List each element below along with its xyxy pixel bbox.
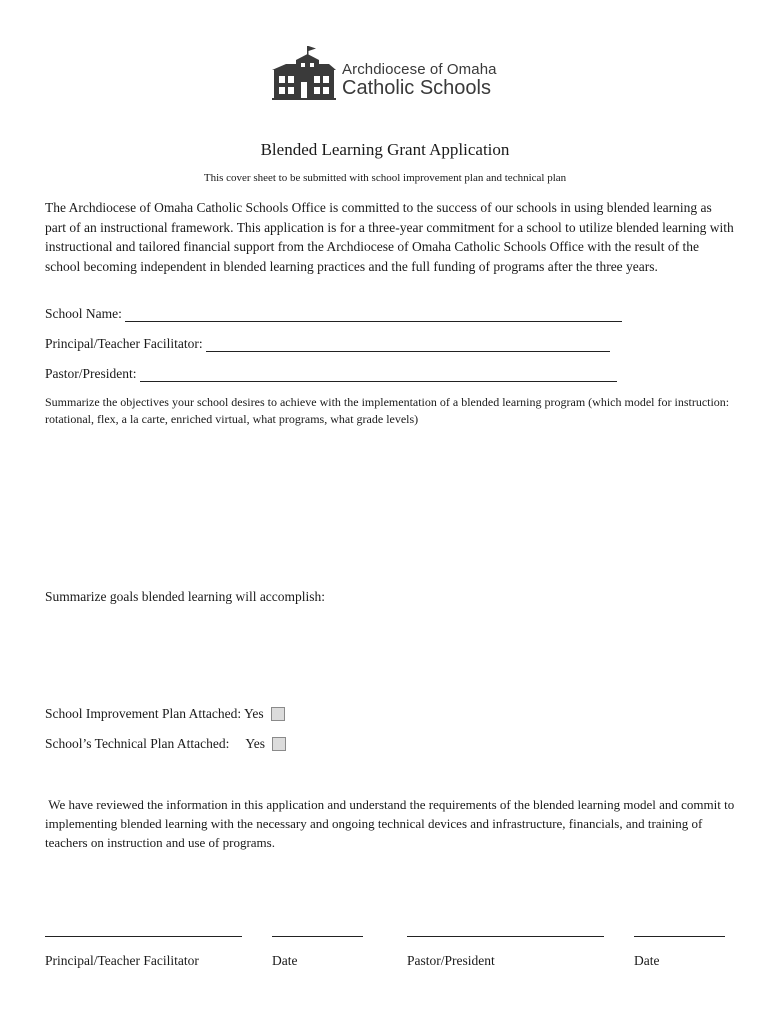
school-name-label: School Name: [45, 306, 122, 321]
improvement-plan-row [45, 706, 285, 722]
date-signature-line-2[interactable] [634, 936, 725, 937]
school-name-field[interactable] [125, 307, 622, 322]
page-title: Blended Learning Grant Application [260, 140, 510, 159]
page-subtitle: This cover sheet to be submitted with school improvement plan and technical plan [203, 172, 567, 184]
principal-label: Principal/Teacher Facilitator: [45, 336, 203, 351]
principal-signature-label: Principal/Teacher Facilitator [45, 953, 199, 968]
technical-plan-label: School’s Technical Plan Attached: [45, 736, 230, 751]
date-signature-line-1[interactable] [272, 936, 363, 937]
archdiocese-logo [270, 44, 510, 102]
objectives-prompt: Summarize the objectives your school desires to achieve with the implementation of a blended learning program (which model for instruction: rotational, flex, a la carte, enriched virtual, what programs, what grade levels) [45, 395, 730, 426]
principal-field[interactable] [206, 337, 610, 352]
pastor-label: Pastor/President: [45, 366, 137, 381]
agreement-statement [45, 795, 735, 852]
logo-line-archdiocese: Archdiocese of Omaha [342, 61, 497, 78]
pastor-signature-label: Pastor/President [407, 953, 495, 968]
principal-signature-line[interactable] [45, 936, 242, 937]
technical-plan-checkbox[interactable] [272, 737, 286, 751]
goals-prompt: Summarize goals blended learning will accomplish: [45, 589, 326, 604]
schoolhouse-icon [270, 44, 338, 102]
intro-paragraph: The Archdiocese of Omaha Catholic Schools Office is committed to the success of our schools in using blended learning as part of an instructional framework. This application is for a three-year commitment for a school to utilize blended learning with instructional and tailored financial support from the Archdiocese of Omaha Catholic Schools Office with the result of the school becoming independent in blended learning practices and the full funding of programs after the three years. [45, 200, 734, 274]
pastor-field[interactable] [140, 367, 617, 382]
agreement-statement-text: We have reviewed the information in this application and understand the requirements of the blended learning model and commit to implementing blended learning with the necessary and ongoing technical devices and infrastructure, financials, and training of teachers on instruction and use of programs. [45, 797, 735, 850]
date-label-2: Date [634, 953, 660, 968]
pastor-signature-line[interactable] [407, 936, 604, 937]
improvement-plan-checkbox[interactable] [271, 707, 285, 721]
improvement-plan-label: School Improvement Plan Attached: Yes [45, 706, 264, 721]
principal-row [45, 336, 610, 352]
school-name-row [45, 306, 622, 322]
pastor-row [45, 366, 617, 382]
technical-plan-row [45, 736, 286, 752]
logo-line-catholic-schools: Catholic Schools [342, 77, 491, 99]
date-label-1: Date [272, 953, 298, 968]
technical-plan-yes: Yes [245, 736, 266, 751]
